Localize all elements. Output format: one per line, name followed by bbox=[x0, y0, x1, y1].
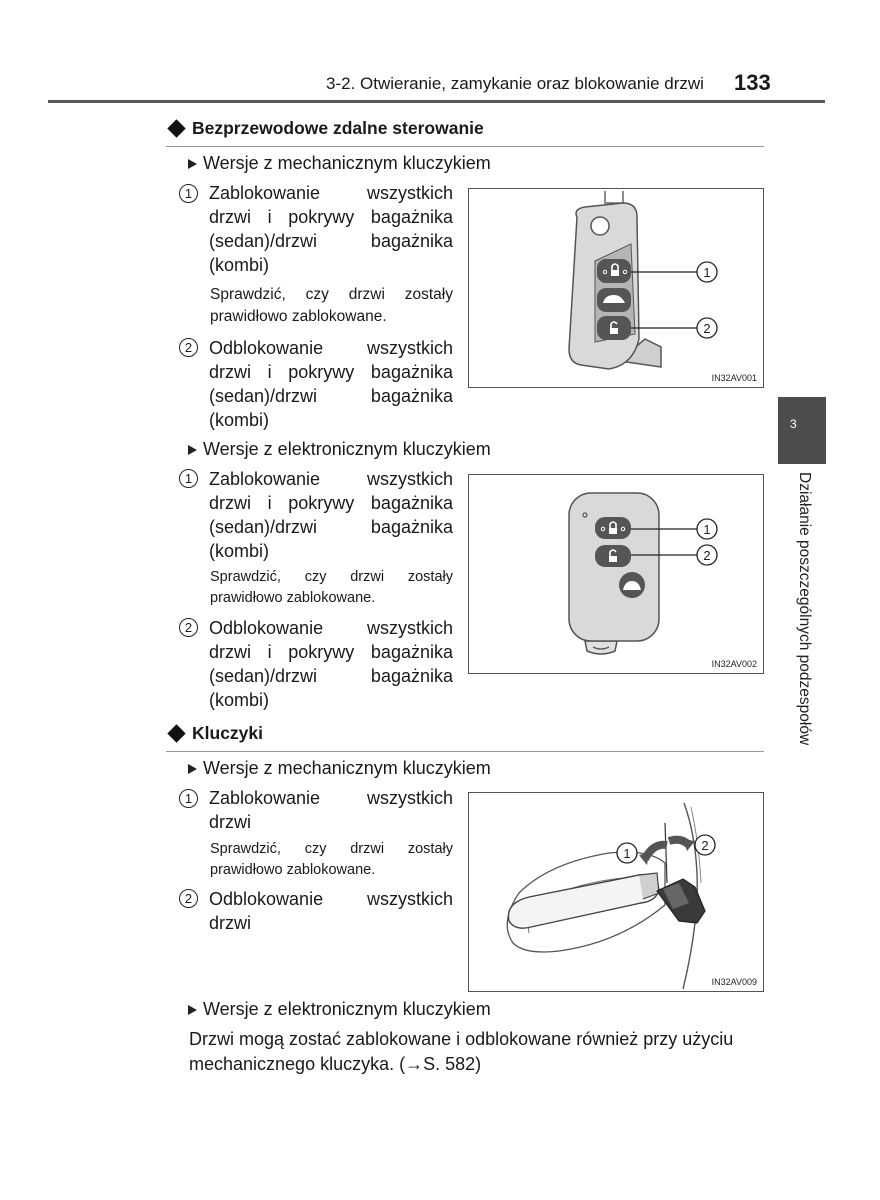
section-heading-keys bbox=[168, 723, 263, 744]
diamond-bullet-icon bbox=[167, 119, 185, 137]
header-title: 3-2. Otwieranie, zamykanie oraz blokowanie drzwi bbox=[326, 74, 704, 93]
step-number: 2 bbox=[179, 618, 198, 637]
figure-door-lock-key bbox=[468, 792, 764, 992]
section-heading-remote bbox=[168, 118, 484, 139]
subheading-electronic bbox=[188, 999, 491, 1020]
chapter-title-vertical: Działanie poszczególnych podzespołów bbox=[796, 472, 813, 746]
step-text: Zablokowanie wszystkich drzwi i pokrywy bagażnika (sedan)/drzwi bagażnika (kombi) bbox=[209, 183, 453, 275]
door-lock-key-illustration bbox=[469, 793, 763, 991]
subheading-electronic bbox=[188, 439, 491, 460]
step-number: 1 bbox=[179, 789, 198, 808]
step-number: 2 bbox=[179, 338, 198, 357]
figure-electronic-key-remote bbox=[468, 474, 764, 674]
section-heading-text: Bezprzewodowe zdalne sterowanie bbox=[192, 118, 484, 138]
triangle-bullet-icon bbox=[188, 445, 197, 455]
triangle-bullet-icon bbox=[188, 159, 197, 169]
callout-number: 1 bbox=[623, 846, 631, 861]
figure-code: IN32AV001 bbox=[711, 373, 757, 383]
figure-mechanical-key-remote bbox=[468, 188, 764, 388]
figure-code: IN32AV002 bbox=[711, 659, 757, 669]
section-rule bbox=[166, 146, 764, 147]
step-text: Odblokowanie wszystkich drzwi i pokrywy bagażnika (sedan)/drzwi bagażnika (kombi) bbox=[209, 338, 453, 430]
diamond-bullet-icon bbox=[167, 724, 185, 742]
step-number: 2 bbox=[179, 889, 198, 908]
callout-number: 1 bbox=[703, 522, 711, 537]
subheading-text: Wersje z elektronicznym kluczykiem bbox=[203, 999, 491, 1019]
subheading-mechanical bbox=[188, 758, 491, 779]
callout-number: 2 bbox=[703, 548, 711, 563]
subheading-text: Wersje z mechanicznym kluczykiem bbox=[203, 758, 491, 778]
header-rule bbox=[48, 100, 825, 103]
note-text: Sprawdzić, czy drzwi zostały prawidłowo zablokowane. bbox=[210, 286, 453, 325]
body-paragraph: Drzwi mogą zostać zablokowane i odblokowane również przy użyciu mechanicznego kluczyka. (→S. 582) bbox=[189, 1029, 734, 1074]
step-number: 1 bbox=[179, 184, 198, 203]
subheading-mechanical bbox=[188, 153, 491, 174]
section-rule bbox=[166, 751, 764, 752]
chapter-tab bbox=[778, 397, 826, 464]
callout-number: 2 bbox=[703, 321, 711, 336]
triangle-bullet-icon bbox=[188, 1005, 197, 1015]
step-text: Odblokowanie wszystkich drzwi bbox=[209, 889, 453, 933]
step-text: Odblokowanie wszystkich drzwi i pokrywy bagażnika (sedan)/drzwi bagażnika (kombi) bbox=[209, 618, 453, 710]
section-heading-text: Kluczyki bbox=[192, 723, 263, 743]
subheading-text: Wersje z elektronicznym kluczykiem bbox=[203, 439, 491, 459]
triangle-bullet-icon bbox=[188, 764, 197, 774]
step-text: Zablokowanie wszystkich drzwi bbox=[209, 788, 453, 832]
electronic-key-remote-illustration bbox=[469, 475, 763, 673]
page-number: 133 bbox=[734, 70, 771, 95]
mechanical-key-remote-illustration bbox=[469, 189, 763, 387]
step-text: Zablokowanie wszystkich drzwi i pokrywy bagażnika (sedan)/drzwi bagażnika (kombi) bbox=[209, 469, 453, 561]
note-text: Sprawdzić, czy drzwi zostały prawidłowo zablokowane. bbox=[210, 569, 453, 606]
callout-number: 1 bbox=[703, 265, 711, 280]
note-text: Sprawdzić, czy drzwi zostały prawidłowo zablokowane. bbox=[210, 841, 453, 878]
step-number: 1 bbox=[179, 469, 198, 488]
figure-code: IN32AV009 bbox=[711, 977, 757, 987]
subheading-text: Wersje z mechanicznym kluczykiem bbox=[203, 153, 491, 173]
chapter-number: 3 bbox=[790, 417, 797, 431]
callout-number: 2 bbox=[701, 838, 709, 853]
